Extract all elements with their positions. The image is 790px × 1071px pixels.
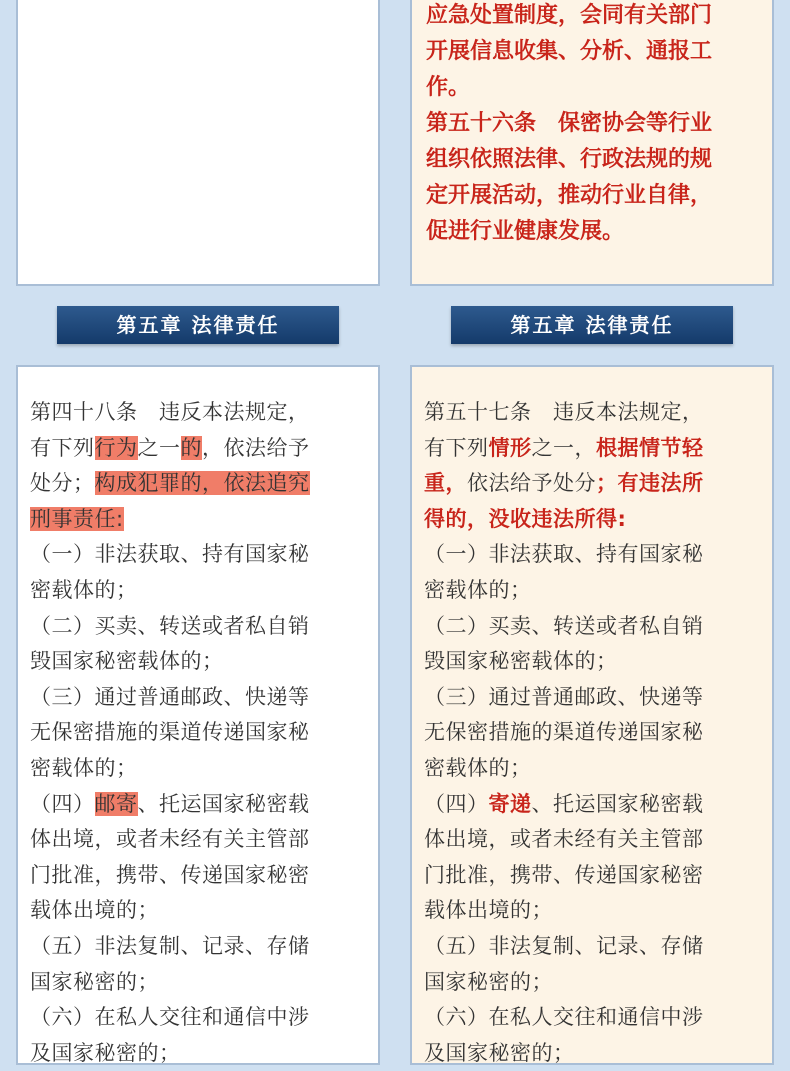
highlight-deleted: 刑事责任: (30, 506, 124, 531)
text-line: 无保密措施的渠道传递国家秘 (30, 720, 310, 745)
emphasis-added: 重， (424, 471, 467, 496)
text-line: 定开展活动，推动行业自律， (426, 183, 713, 208)
text-line: （二）买卖、转送或者私自销 (30, 613, 310, 638)
text-span: 、托运国家秘密载 (531, 791, 704, 816)
text-span: （四） (30, 791, 95, 816)
text-line: 组织依照法律、行政法规的规 (426, 147, 713, 172)
text-line: （五）非法复制、记录、存储 (30, 933, 310, 958)
text-span: 之一 (137, 435, 181, 460)
highlight-deleted: 的 (180, 435, 202, 460)
new-article-panel (410, 365, 774, 1065)
text-line (30, 395, 378, 431)
emphasis-added: 根据情节轻 (596, 435, 704, 460)
text-line (30, 431, 378, 467)
highlight-deleted: 邮寄 (94, 791, 138, 816)
text-line: （五）非法复制、记录、存储 (424, 933, 704, 958)
text-line (30, 502, 378, 538)
text-line: 毁国家秘密载体的； (424, 649, 618, 674)
text-line: 国家秘密的； (30, 969, 159, 994)
article-heading: 第五十七条 违反本法规定， (424, 400, 704, 424)
text-line: 体出境，或者未经有关主管部 (30, 827, 310, 852)
text-line: 体出境，或者未经有关主管部 (424, 827, 704, 852)
article-48-text (30, 395, 378, 1071)
text-line: 密载体的； (30, 577, 138, 602)
text-line: （三）通过普通邮政、快递等 (424, 684, 704, 709)
highlight-deleted: 构成犯罪的，依法追究 (94, 471, 310, 496)
text-line (30, 787, 378, 823)
text-line (424, 502, 772, 538)
text-line: 应急处置制度，会同有关部门 (426, 3, 713, 28)
text-line (30, 466, 378, 502)
text-line: （六）在私人交往和通信中涉 (424, 1005, 704, 1030)
emphasis-added: 寄递 (488, 791, 532, 816)
top-right-panel (410, 0, 774, 286)
text-line: 密载体的； (424, 577, 532, 602)
text-line: 无保密措施的渠道传递国家秘 (424, 720, 704, 745)
text-line: 毁国家秘密载体的； (30, 649, 224, 674)
highlight-deleted: 行为 (94, 435, 138, 460)
text-line: 载体出境的； (424, 898, 553, 923)
top-left-panel (16, 0, 380, 286)
text-line: 国家秘密的； (424, 969, 553, 994)
text-line: 开展信息收集、分析、通报工 (426, 39, 713, 64)
text-line: 门批准，携带、传递国家秘密 (30, 862, 310, 887)
text-line: 及国家秘密的； (424, 1040, 575, 1065)
text-line: （一）非法获取、持有国家秘 (424, 542, 704, 567)
text-line: 促进行业健康发展。 (426, 219, 625, 244)
text-line: 及国家秘密的； (30, 1040, 181, 1065)
emphasis-added: ；有违法所 (596, 471, 704, 496)
text-line: （二）买卖、转送或者私自销 (424, 613, 704, 638)
text-span: 有下列 (424, 435, 489, 460)
chapter-banner-left: 第五章 法律责任 (57, 306, 339, 344)
text-line: （六）在私人交往和通信中涉 (30, 1005, 310, 1030)
text-span: 之一， (531, 435, 596, 460)
text-line (424, 466, 772, 502)
text-span: （四） (424, 791, 489, 816)
text-span: 依法给予处分 (467, 471, 596, 496)
text-line: 密载体的； (424, 755, 532, 780)
text-line: （三）通过普通邮政、快递等 (30, 684, 310, 709)
text-span: ，依法给予 (202, 435, 310, 460)
emphasis-added: 情形 (488, 435, 532, 460)
text-line: 密载体的； (30, 755, 138, 780)
article-heading: 第四十八条 违反本法规定， (30, 400, 310, 424)
text-line: （一）非法获取、持有国家秘 (30, 542, 310, 567)
text-line: 门批准，携带、传递国家秘密 (424, 862, 704, 887)
chapter-banner-right: 第五章 法律责任 (451, 306, 733, 344)
text-line (424, 431, 772, 467)
article-57-text (424, 395, 772, 1071)
emphasis-added: 得的，没收违法所得: (424, 506, 627, 531)
text-span: 有下列 (30, 435, 95, 460)
text-span: 处分； (30, 471, 95, 496)
text-line: 第五十六条 保密协会等行业 (426, 111, 713, 136)
old-article-panel (16, 365, 380, 1065)
text-line: 载体出境的； (30, 898, 159, 923)
text-span: 、托运国家秘密载 (137, 791, 310, 816)
article-56-text (426, 0, 758, 250)
text-line (424, 395, 772, 431)
text-line: 作。 (426, 75, 471, 100)
text-line (424, 787, 772, 823)
